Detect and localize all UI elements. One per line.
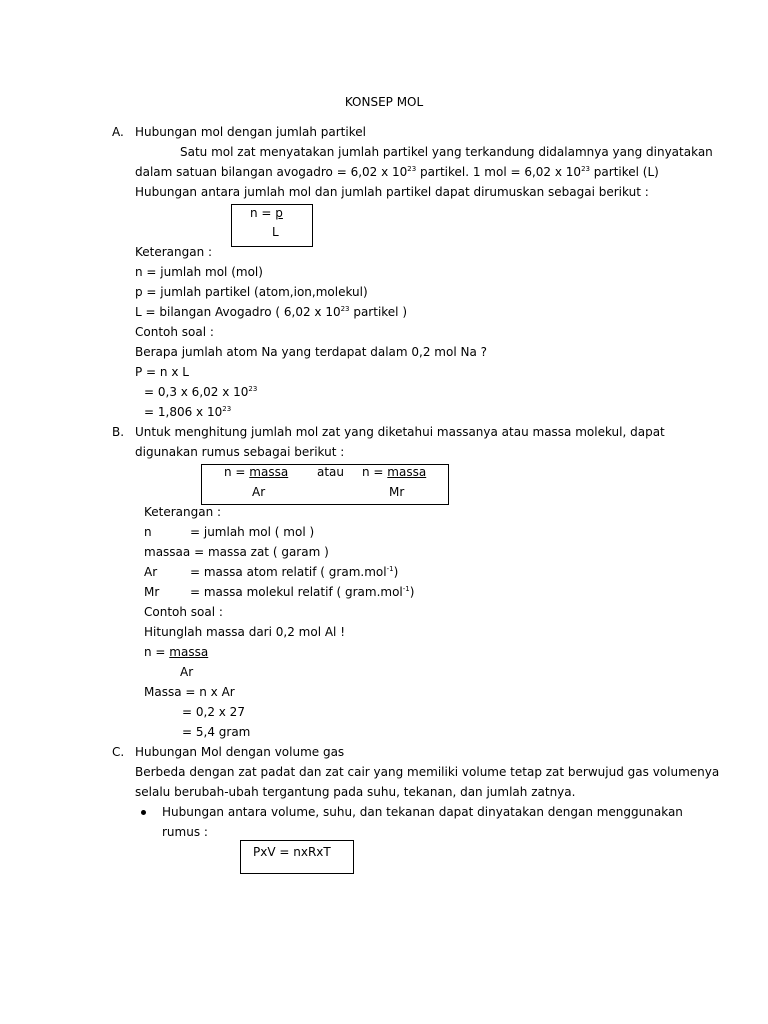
section-a-keterangan: Keterangan : — [135, 245, 213, 259]
formula-numerator: n = p — [250, 206, 283, 220]
section-c-marker: C. — [112, 745, 125, 759]
def-b-mr-desc: = massa molekul relatif ( gram.mol$^{-1}$) — [190, 585, 415, 599]
section-b-marker: B. — [112, 425, 125, 439]
section-b-heading-line1: Untuk menghitung jumlah mol zat yang diketahui massanya atau massa molekul, dapat — [135, 425, 665, 439]
section-b-solution-3: = 0,2 x 27 — [182, 705, 245, 719]
def-p: p = jumlah partikel (atom,ion,molekul) — [135, 285, 368, 299]
section-b-heading-line2: digunakan rumus sebagai berikut : — [135, 445, 345, 459]
def-b-n-term: n — [144, 525, 152, 539]
def-l: L = bilangan Avogadro ( 6,02 x $10^{23}$ partikel ) — [135, 305, 408, 319]
section-a-heading: Hubungan mol dengan jumlah partikel — [135, 125, 366, 139]
bullet-icon — [141, 810, 146, 815]
formula-massa-mr-denominator: Mr — [389, 485, 405, 499]
section-a-para1-line1: Satu mol zat menyatakan jumlah partikel yang terkandung didalamnya yang dinyatakan — [180, 145, 713, 159]
section-b-question: Hitunglah massa dari 0,2 mol Al ! — [144, 625, 346, 639]
section-a-para1-line2: dalam satuan bilangan avogadro = 6,02 x $10^{23}$ partikel. 1 mol = 6,02 x $10^{23}$ partikel (L) — [135, 165, 659, 179]
section-c-bullet-line1: Hubungan antara volume, suhu, dan tekanan dapat dinyatakan dengan menggunakan — [162, 805, 683, 819]
section-b-keterangan: Keterangan : — [144, 505, 222, 519]
section-a-solution-2: = 0,3 x 6,02 x $10^{23}$ — [144, 385, 258, 399]
section-a-solution-1: P = n x L — [135, 365, 189, 379]
section-a-para2: Hubungan antara jumlah mol dan jumlah partikel dapat dirumuskan sebagai berikut : — [135, 185, 649, 199]
formula-massa-ar-denominator: Ar — [252, 485, 266, 499]
section-c-bullet-line2: rumus : — [162, 825, 208, 839]
def-b-ar-term: Ar — [144, 565, 158, 579]
section-c-heading: Hubungan Mol dengan volume gas — [135, 745, 345, 759]
def-b-mr-term: Mr — [144, 585, 160, 599]
page-title: KONSEP MOL — [344, 95, 424, 109]
section-c-para-line1: Berbeda dengan zat padat dan zat cair yang memiliki volume tetap zat berwujud gas volumenya — [135, 765, 720, 779]
section-b-solution-4: = 5,4 gram — [182, 725, 251, 739]
section-b-solution-denominator: Ar — [180, 665, 194, 679]
section-c-para-line2: selalu berubah-ubah tergantung pada suhu, tekanan, dan jumlah zatnya. — [135, 785, 576, 799]
formula-denominator: L — [272, 225, 279, 239]
def-b-ar-desc: = massa atom relatif ( gram.mol$^{-1}$) — [190, 565, 399, 579]
section-b-contoh: Contoh soal : — [144, 605, 223, 619]
formula-atau: atau — [317, 465, 345, 479]
section-a-solution-3: = 1,806 x $10^{23}$ — [144, 405, 232, 419]
section-b-solution-numerator: n = massa — [144, 645, 209, 659]
formula-massa-mr-numerator: n = massa — [362, 465, 427, 479]
def-b-n-desc: = jumlah mol ( mol ) — [190, 525, 315, 539]
def-n: n = jumlah mol (mol) — [135, 265, 263, 279]
section-a-question: Berapa jumlah atom Na yang terdapat dalam 0,2 mol Na ? — [135, 345, 487, 359]
section-a-contoh: Contoh soal : — [135, 325, 214, 339]
formula-gas: PxV = nxRxT — [253, 845, 331, 859]
def-b-massa: massaa = massa zat ( garam ) — [144, 545, 329, 559]
section-a-marker: A. — [112, 125, 124, 139]
section-b-solution-2: Massa = n x Ar — [144, 685, 235, 699]
formula-massa-ar-numerator: n = massa — [224, 465, 289, 479]
